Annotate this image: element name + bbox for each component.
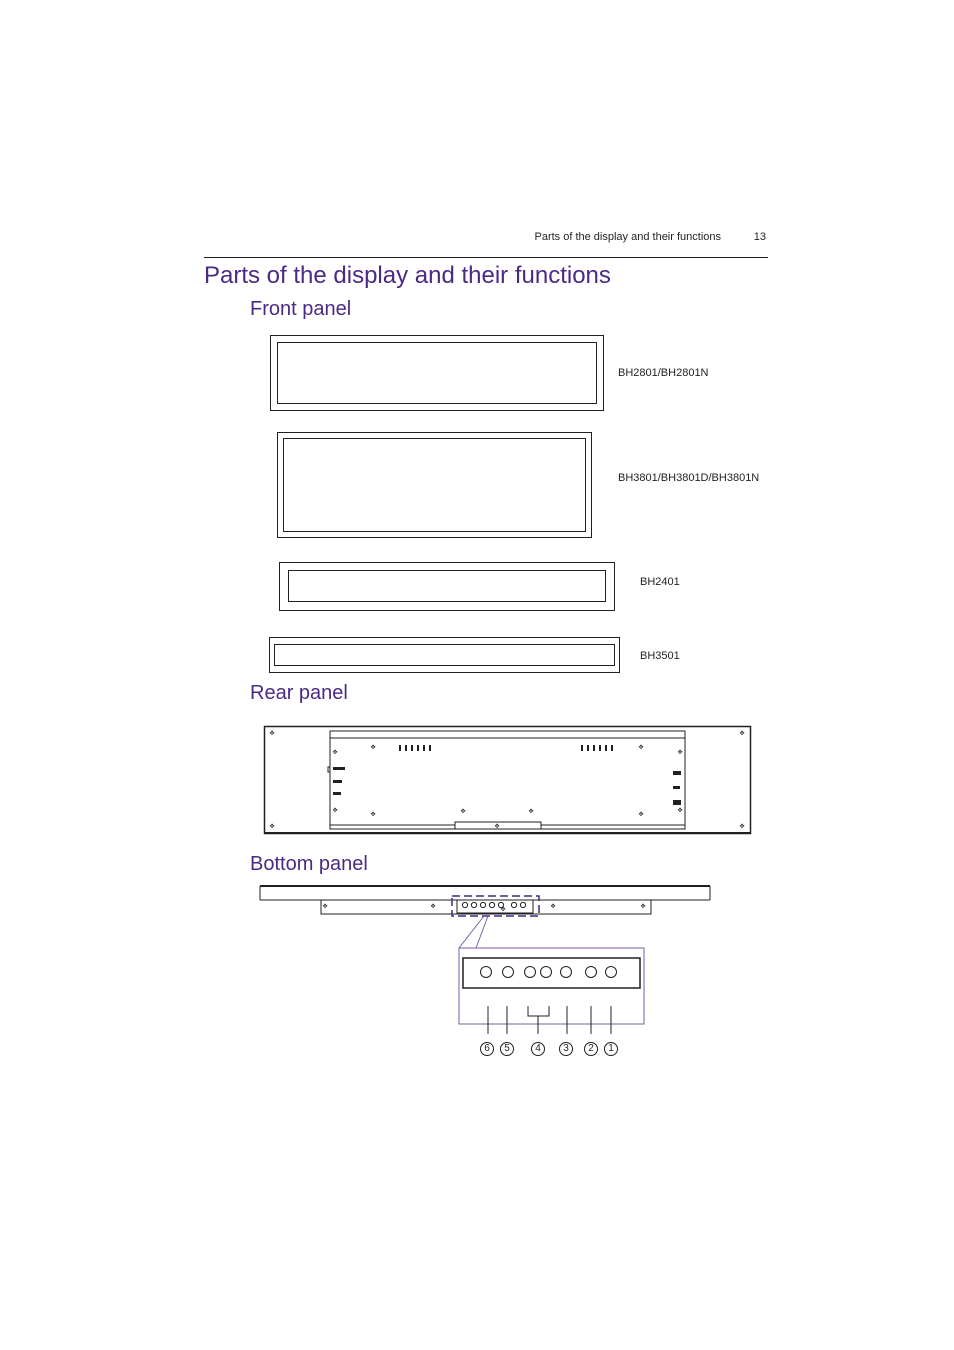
callout-4: 4 (531, 1042, 545, 1056)
rear-panel-diagram (263, 725, 753, 837)
running-header (204, 228, 768, 248)
svg-text:✥: ✥ (370, 811, 376, 818)
svg-text:✥: ✥ (322, 903, 328, 910)
svg-text:✥: ✥ (677, 807, 683, 814)
callout-3: 3 (559, 1042, 573, 1056)
svg-text:✥: ✥ (269, 823, 275, 830)
model-label-bh2801: BH2801/BH2801N (618, 367, 709, 379)
model-label-bh3801: BH3801/BH3801D/BH3801N (618, 472, 760, 484)
svg-text:✥: ✥ (500, 906, 506, 913)
svg-text:✥: ✥ (332, 749, 338, 756)
callout-2: 2 (584, 1042, 598, 1056)
callout-1: 1 (604, 1042, 618, 1056)
bottom-panel-diagram (258, 884, 718, 1029)
svg-text:✥: ✥ (494, 823, 500, 830)
svg-text:✥: ✥ (677, 749, 683, 756)
front-panel-heading: Front panel (250, 298, 352, 320)
svg-text:✥: ✥ (528, 808, 534, 815)
svg-text:✥: ✥ (370, 744, 376, 751)
front-panel-bh2401 (279, 562, 615, 611)
svg-text:✥: ✥ (640, 903, 646, 910)
running-header-title: Parts of the display and their functions (534, 231, 721, 243)
svg-text:✥: ✥ (332, 807, 338, 814)
front-panel-bh2801 (270, 335, 604, 411)
model-label-bh3501: BH3501 (640, 650, 680, 662)
header-rule (204, 257, 768, 258)
screen (274, 644, 615, 666)
page-title: Parts of the display and their functions (204, 262, 611, 289)
svg-text:✥: ✥ (269, 730, 275, 737)
svg-text:✥: ✥ (550, 903, 556, 910)
page-number: 13 (753, 231, 766, 243)
svg-text:✥: ✥ (638, 811, 644, 818)
front-panel-bh3801 (277, 432, 592, 538)
front-panel-bh3501 (269, 637, 620, 673)
svg-text:✥: ✥ (739, 823, 745, 830)
bottom-panel-heading: Bottom panel (250, 853, 368, 875)
svg-text:✥: ✥ (460, 808, 466, 815)
svg-text:✥: ✥ (638, 744, 644, 751)
svg-text:✥: ✥ (430, 903, 436, 910)
screen (288, 570, 606, 602)
screen (283, 438, 586, 532)
svg-text:✥: ✥ (739, 730, 745, 737)
model-label-bh2401: BH2401 (640, 576, 680, 588)
callout-5: 5 (500, 1042, 514, 1056)
callout-6: 6 (480, 1042, 494, 1056)
rear-panel-heading: Rear panel (250, 682, 348, 704)
screen (277, 342, 597, 404)
